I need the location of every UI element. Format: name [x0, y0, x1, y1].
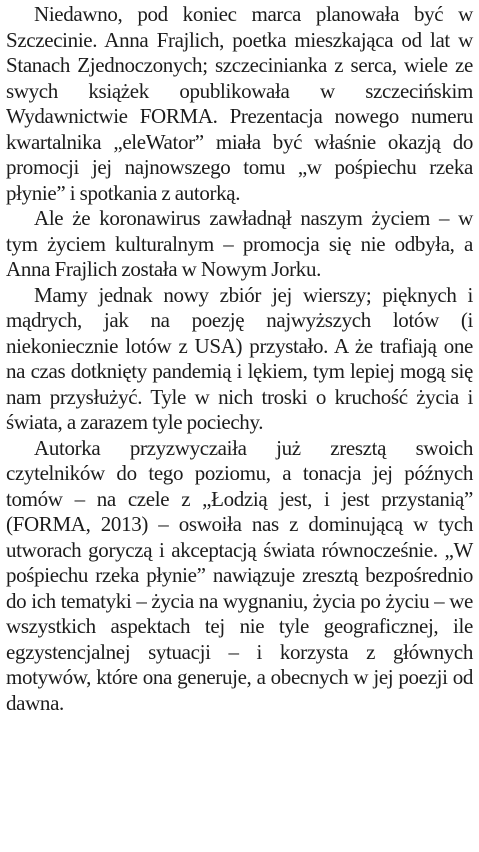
paragraph-4: Autorka przyzwyczaiła już zresztą swoich czytelników do tego poziomu, a tonacja jej późnych tomów – na czele z „Łodzią jest, i jest przystanią” (FORMA, 2013) – oswoiła nas z dominującą w tych utworach goryczą i akceptacją świata równocześnie. „W pośpiechu rzeka płynie” nawiązuje zresztą bezpośrednio do ich tematyki – życia na wygnaniu, życia po życiu – we wszystkich aspektach tej nie tyle geograficznej, ile egzystencjalnej sytuacji – i korzysta z głównych motywów, które ona generuje, a obecnych w jej poezji od dawna.	[6, 435, 473, 715]
paragraph-3: Mamy jednak nowy zbiór jej wierszy; pięknych i mądrych, jak na poezję najwyższych lotów (i niekoniecznie lotów z USA) przystało. A że trafiają one na czas dotknięty pandemią i lękiem, tym lepiej mogą się nam przysłużyć. Tyle w nich troski o kruchość życia i świata, a zarazem tyle pociechy.	[6, 282, 473, 434]
paragraph-2: Ale że koronawirus zawładnął naszym życiem – w tym życiem kulturalnym – promocja się nie odbyła, a Anna Frajlich została w Nowym Jorku.	[6, 206, 473, 281]
paragraph-1: Niedawno, pod koniec marca planowała być w Szczecinie. Anna Frajlich, poetka mieszkająca od lat w Stanach Zjednoczonych; szczecinianka z serca, wiele ze swych książek opublikowała w szczecińskim Wydawnictwie FORMA. Prezentacja nowego numeru kwartalnika „eleWator” miała być właśnie okazją do promocji jej najnowszego tomu „w pośpiechu rzeka płynie” i spotkania z autorką.	[6, 2, 473, 205]
